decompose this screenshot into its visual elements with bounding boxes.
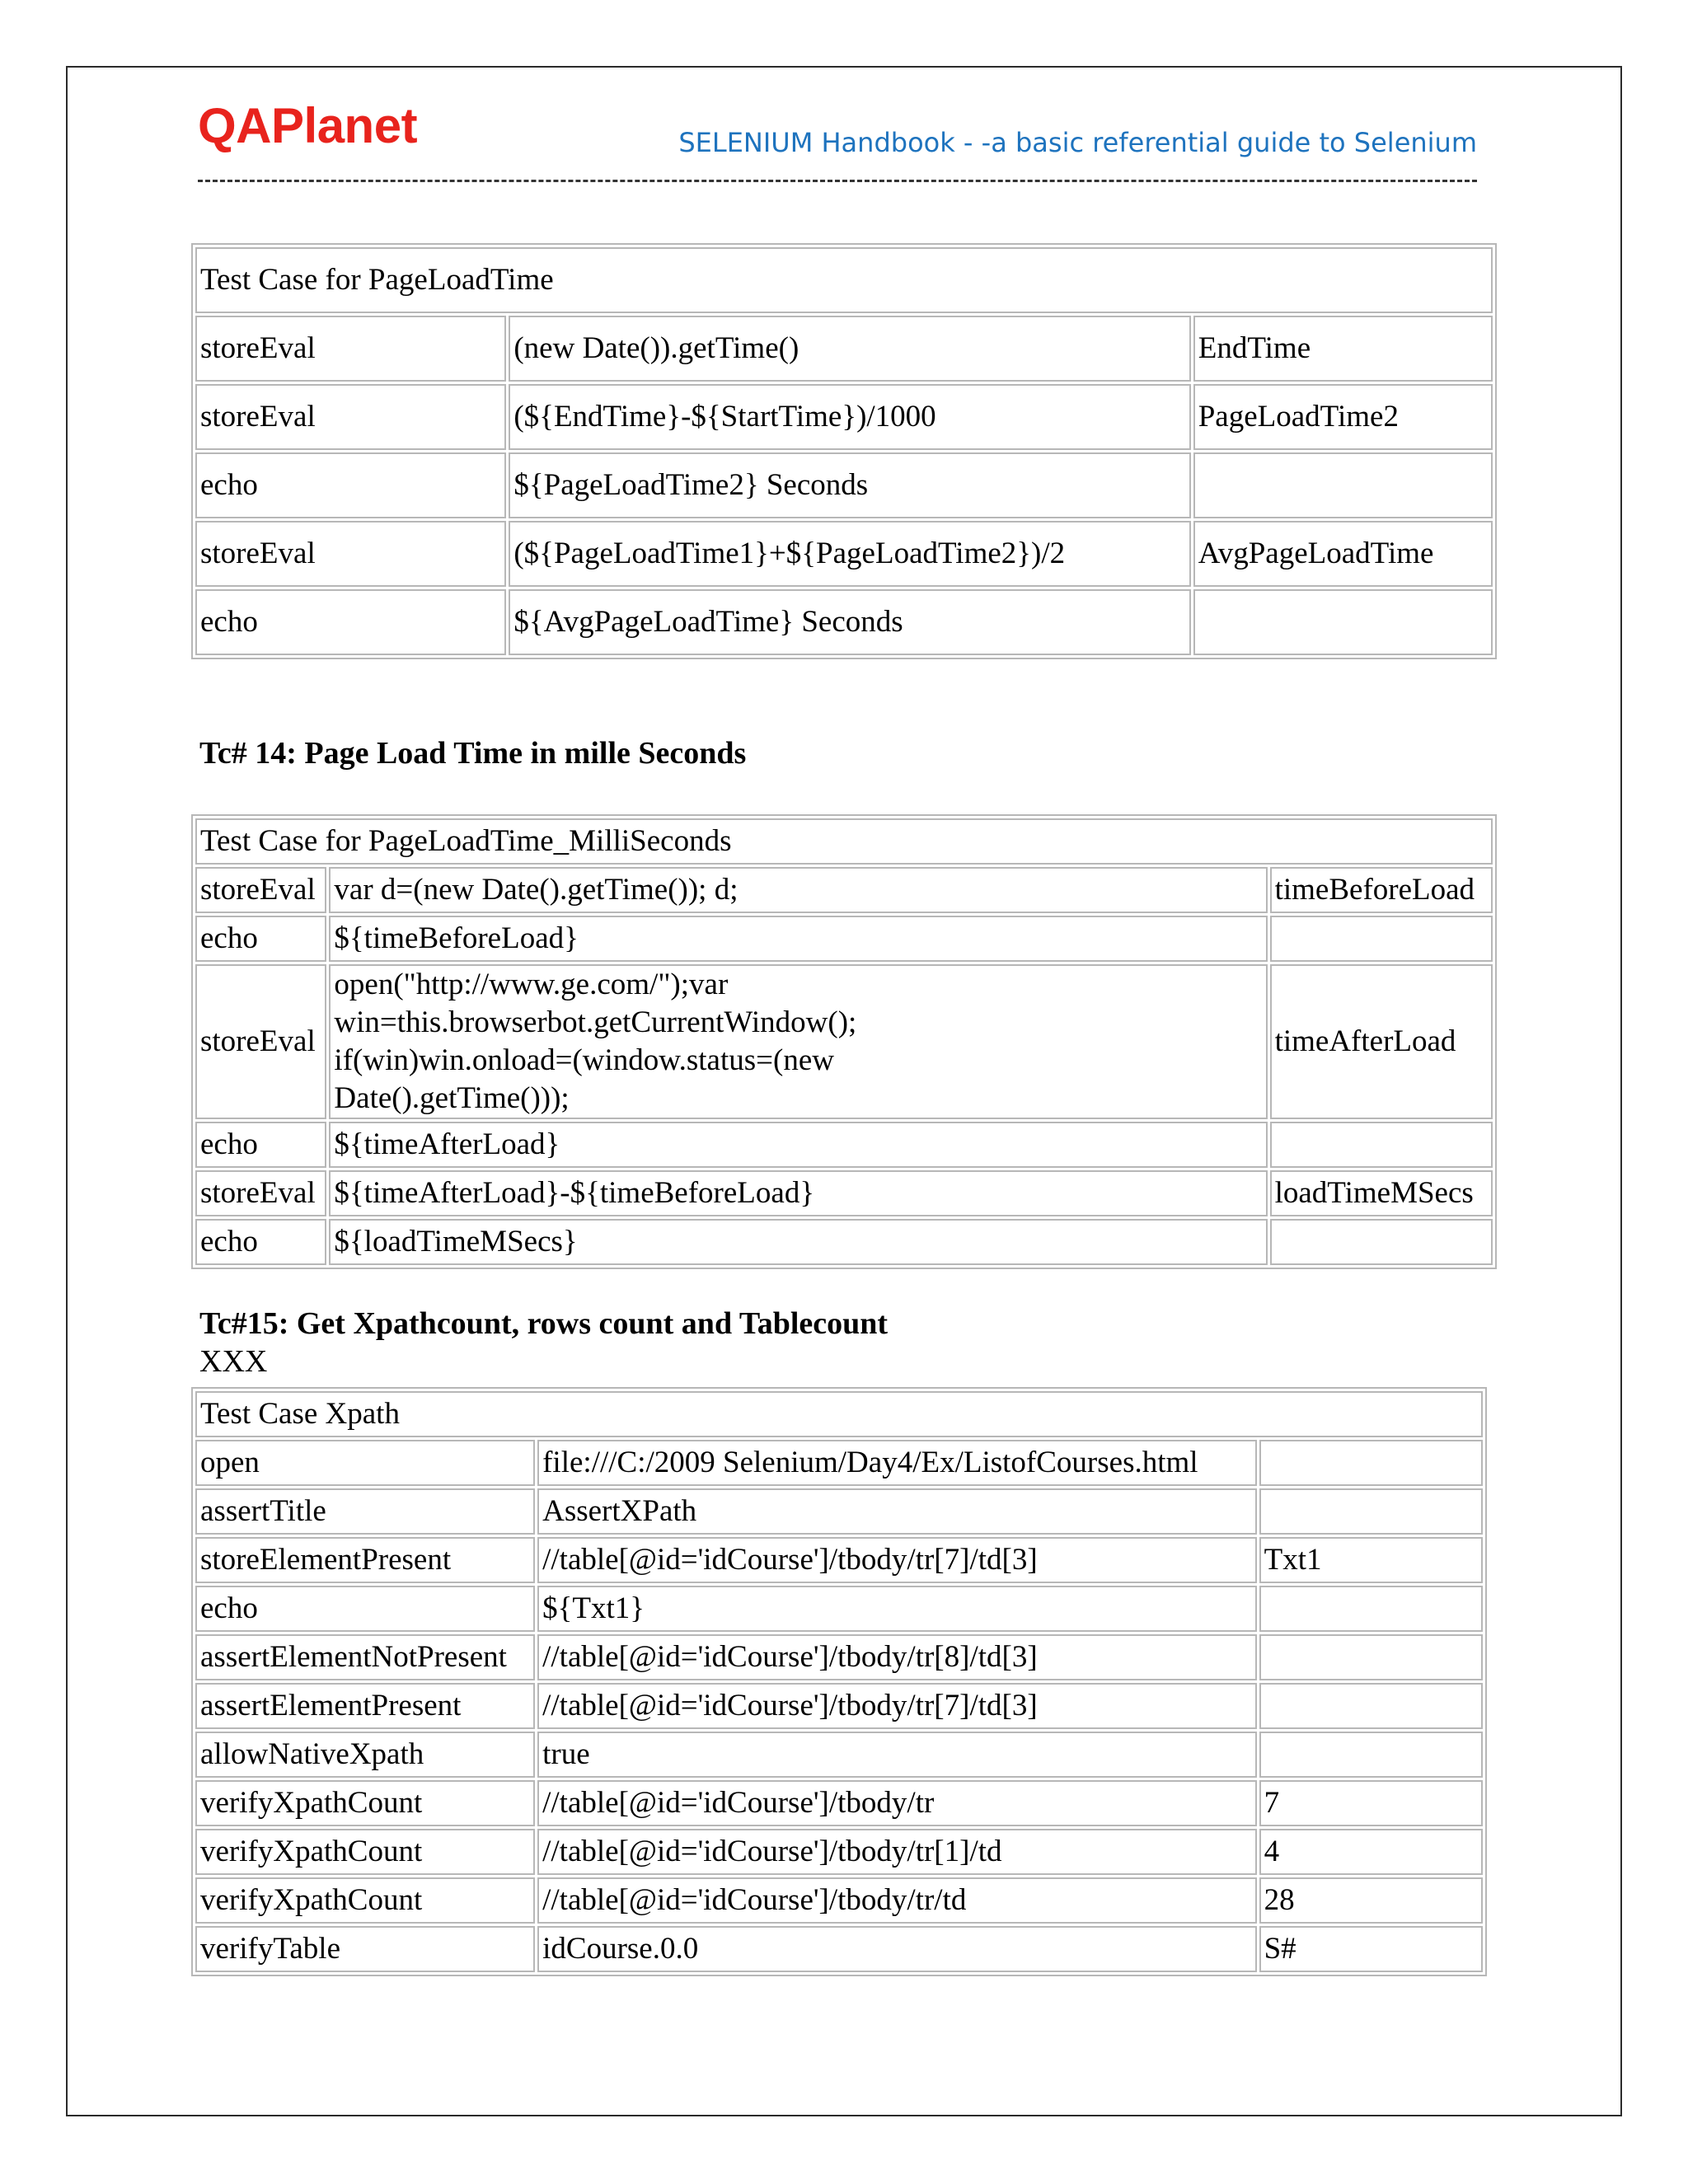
command-cell: echo bbox=[195, 916, 326, 962]
target-cell: (new Date()).getTime() bbox=[509, 316, 1190, 382]
target-cell: ${loadTimeMSecs} bbox=[329, 1219, 1267, 1265]
target-cell: //table[@id='idCourse']/tbody/tr bbox=[537, 1780, 1256, 1826]
command-cell: echo bbox=[195, 1219, 326, 1265]
command-cell: storeElementPresent bbox=[195, 1537, 535, 1583]
value-cell: EndTime bbox=[1193, 316, 1493, 382]
table-row bbox=[195, 1877, 1483, 1924]
table-row bbox=[195, 1440, 1483, 1486]
table-row bbox=[195, 1586, 1483, 1632]
command-cell: storeEval bbox=[195, 384, 506, 450]
table-row bbox=[195, 1170, 1493, 1216]
table-title: Test Case for PageLoadTime bbox=[195, 247, 1493, 313]
value-cell: loadTimeMSecs bbox=[1270, 1170, 1493, 1216]
table-title: Test Case for PageLoadTime_MilliSeconds bbox=[195, 818, 1493, 865]
header-subtitle: SELENIUM Handbook - -a basic referential guide to Selenium bbox=[678, 127, 1477, 158]
target-cell: ${timeAfterLoad} bbox=[329, 1122, 1267, 1168]
table-row bbox=[195, 589, 1493, 655]
target-cell: file:///C:/2009 Selenium/Day4/Ex/ListofCourses.html bbox=[537, 1440, 1256, 1486]
command-cell: storeEval bbox=[195, 1170, 326, 1216]
target-cell: ${PageLoadTime2} Seconds bbox=[509, 452, 1190, 518]
command-cell: verifyXpathCount bbox=[195, 1780, 535, 1826]
command-cell: storeEval bbox=[195, 867, 326, 913]
command-cell: allowNativeXpath bbox=[195, 1732, 535, 1778]
table-title-row bbox=[195, 247, 1493, 313]
page-header bbox=[198, 97, 1477, 188]
pageloadtime-milliseconds-table bbox=[191, 814, 1497, 1269]
command-cell: storeEval bbox=[195, 316, 506, 382]
value-cell bbox=[1259, 1488, 1483, 1535]
brand-logo: QAPlanet bbox=[198, 98, 418, 153]
command-cell: verifyTable bbox=[195, 1926, 535, 1972]
table-title: Test Case Xpath bbox=[195, 1391, 1483, 1437]
command-cell: verifyXpathCount bbox=[195, 1877, 535, 1924]
table-row bbox=[195, 1634, 1483, 1680]
command-cell: assertElementPresent bbox=[195, 1683, 535, 1729]
table-row bbox=[195, 1780, 1483, 1826]
command-cell: echo bbox=[195, 589, 506, 655]
table-row bbox=[195, 1219, 1493, 1265]
target-cell: ${AvgPageLoadTime} Seconds bbox=[509, 589, 1190, 655]
command-cell: open bbox=[195, 1440, 535, 1486]
command-cell: storeEval bbox=[195, 521, 506, 587]
target-cell: //table[@id='idCourse']/tbody/tr[7]/td[3] bbox=[537, 1683, 1256, 1729]
table-row bbox=[195, 384, 1493, 450]
command-cell: verifyXpathCount bbox=[195, 1829, 535, 1875]
target-cell: ${Txt1} bbox=[537, 1586, 1256, 1632]
value-cell bbox=[1259, 1683, 1483, 1729]
xpath-table bbox=[191, 1387, 1487, 1976]
table-row bbox=[195, 452, 1493, 518]
table-row bbox=[195, 916, 1493, 962]
value-cell bbox=[1193, 589, 1493, 655]
value-cell: S# bbox=[1259, 1926, 1483, 1972]
target-cell: idCourse.0.0 bbox=[537, 1926, 1256, 1972]
command-cell: assertElementNotPresent bbox=[195, 1634, 535, 1680]
value-cell: timeAfterLoad bbox=[1270, 964, 1493, 1119]
table-row bbox=[195, 1732, 1483, 1778]
value-cell bbox=[1270, 1122, 1493, 1168]
value-cell bbox=[1259, 1586, 1483, 1632]
target-cell: //table[@id='idCourse']/tbody/tr[8]/td[3] bbox=[537, 1634, 1256, 1680]
value-cell bbox=[1270, 1219, 1493, 1265]
command-cell: echo bbox=[195, 1122, 326, 1168]
table-row bbox=[195, 1829, 1483, 1875]
target-cell: true bbox=[537, 1732, 1256, 1778]
table-row bbox=[195, 521, 1493, 587]
table-row bbox=[195, 1488, 1483, 1535]
table-row bbox=[195, 1926, 1483, 1972]
table-row bbox=[195, 1537, 1483, 1583]
command-cell: storeEval bbox=[195, 964, 326, 1119]
pageloadtime-table bbox=[191, 243, 1497, 659]
table-title-row bbox=[195, 1391, 1483, 1437]
target-cell: //table[@id='idCourse']/tbody/tr[1]/td bbox=[537, 1829, 1256, 1875]
target-cell: ${timeBeforeLoad} bbox=[329, 916, 1267, 962]
value-cell bbox=[1270, 916, 1493, 962]
command-cell: assertTitle bbox=[195, 1488, 535, 1535]
section-note: XXX bbox=[199, 1344, 268, 1379]
header-divider bbox=[198, 180, 1477, 182]
target-cell: AssertXPath bbox=[537, 1488, 1256, 1535]
value-cell: timeBeforeLoad bbox=[1270, 867, 1493, 913]
table-row bbox=[195, 1122, 1493, 1168]
value-cell: AvgPageLoadTime bbox=[1193, 521, 1493, 587]
target-cell: (${EndTime}-${StartTime})/1000 bbox=[509, 384, 1190, 450]
value-cell bbox=[1259, 1732, 1483, 1778]
value-cell: 7 bbox=[1259, 1780, 1483, 1826]
target-cell: open("http://www.ge.com/");var win=this.browserbot.getCurrentWindow(); if(win)win.onload=(window.status=(new Date().getTime())); bbox=[329, 964, 1267, 1119]
target-cell: (${PageLoadTime1}+${PageLoadTime2})/2 bbox=[509, 521, 1190, 587]
value-cell bbox=[1193, 452, 1493, 518]
value-cell bbox=[1259, 1634, 1483, 1680]
value-cell: PageLoadTime2 bbox=[1193, 384, 1493, 450]
target-cell: //table[@id='idCourse']/tbody/tr/td bbox=[537, 1877, 1256, 1924]
target-cell: //table[@id='idCourse']/tbody/tr[7]/td[3] bbox=[537, 1537, 1256, 1583]
target-cell: ${timeAfterLoad}-${timeBeforeLoad} bbox=[329, 1170, 1267, 1216]
command-cell: echo bbox=[195, 452, 506, 518]
value-cell: Txt1 bbox=[1259, 1537, 1483, 1583]
section-heading-tc15: Tc#15: Get Xpathcount, rows count and Tablecount bbox=[199, 1306, 889, 1341]
command-cell: echo bbox=[195, 1586, 535, 1632]
section-heading-tc14: Tc# 14: Page Load Time in mille Seconds bbox=[199, 736, 747, 771]
table-row bbox=[195, 867, 1493, 913]
target-cell: var d=(new Date().getTime()); d; bbox=[329, 867, 1267, 913]
table-title-row bbox=[195, 818, 1493, 865]
table-row bbox=[195, 316, 1493, 382]
value-cell: 28 bbox=[1259, 1877, 1483, 1924]
table-row bbox=[195, 964, 1493, 1119]
value-cell bbox=[1259, 1440, 1483, 1486]
value-cell: 4 bbox=[1259, 1829, 1483, 1875]
table-row bbox=[195, 1683, 1483, 1729]
